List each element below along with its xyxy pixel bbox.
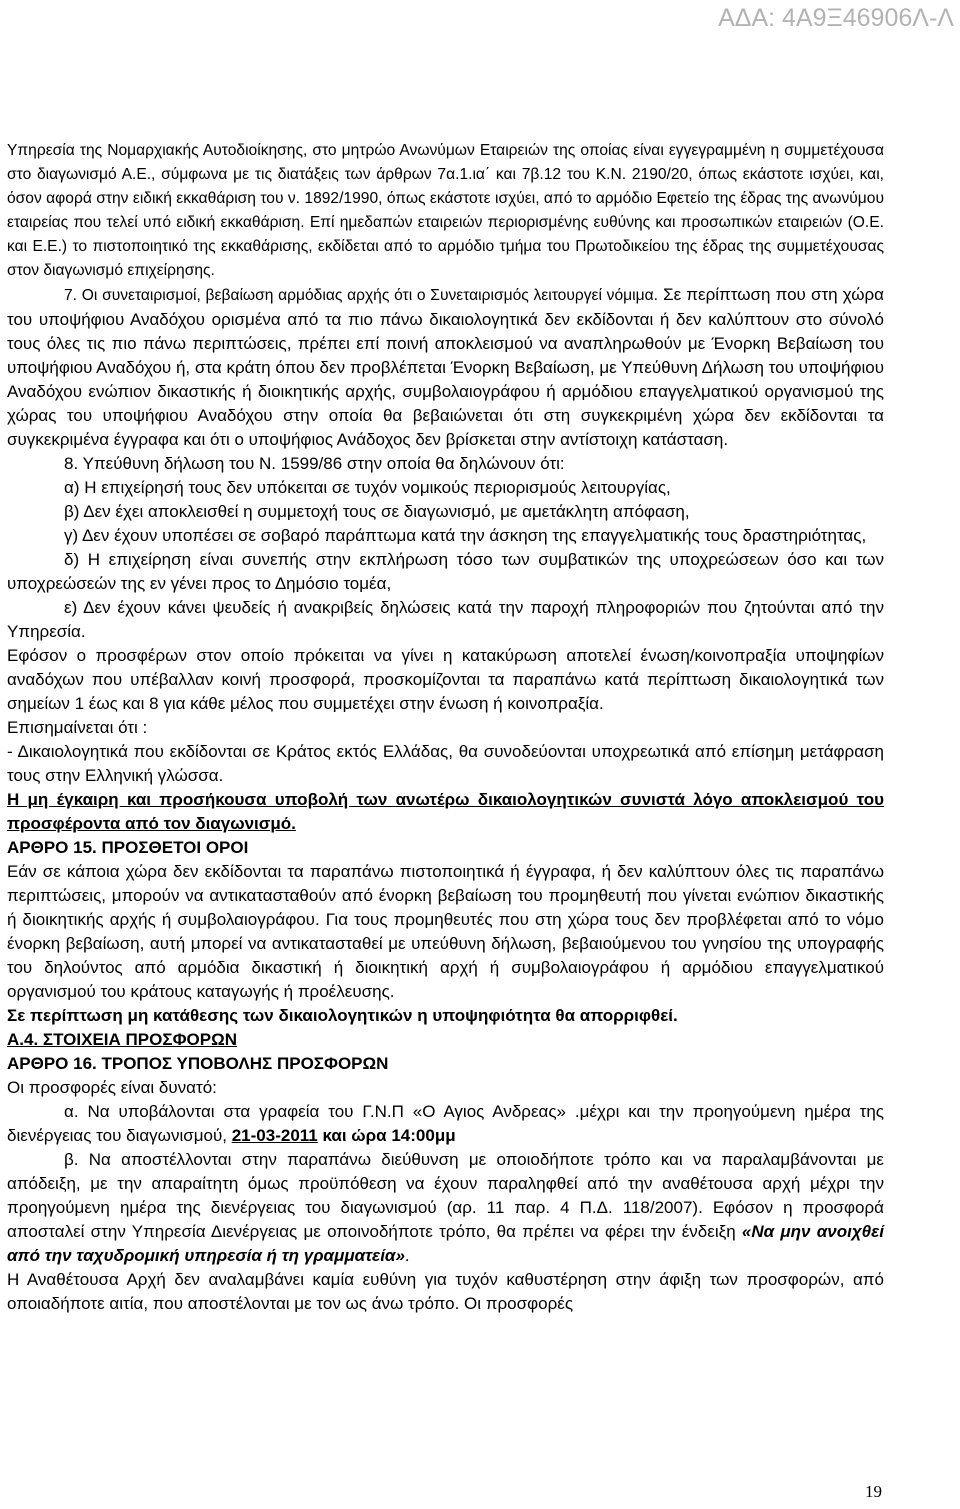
article-15-warning: Σε περίπτωση μη κατάθεσης των δικαιολογητικών η υποψηφιότητα θα απορριφθεί. (7, 1006, 678, 1025)
item-8-d: δ) Η επιχείρηση είναι συνεπής στην εκπλήρωση τόσο των συμβατικών της υποχρεώσεων όσο και των υποχρεώσεών της εν γένει προς το Δημόσιο τομέα, (7, 550, 884, 593)
article-15-text: Εάν σε κάποια χώρα δεν εκδίδονται τα παραπάνω πιστοποιητικά ή έγγραφα, ή δεν καλύπτουν όλες τις παραπάνω περιπτώσεις, μπορούν να αντικατασταθούν από ένορκη βεβαίωση του προμηθευτή που γίνεται ενώπιον δικαστικής ή διοικητικής αρχής ή συμβολαιογράφου. Για τους προμηθευτές που στη χώρα τους δεν προβλέφεται από το νόμο ένορκη βεβαίωση, αυτή μπορεί να αντικατασταθεί με υπεύθυνη δήλωση, βεβαιούμενου του γνησίου της υπογραφής του δηλούντος από αρμόδια δικαστική ή διοικητική αρχή ή συμβολαιογράφου ή αρμόδιου επαγγελματικού οργανισμού του κράτους καταγωγής ή προέλευσης. (7, 862, 884, 1001)
item-7-paragraph (7, 283, 884, 452)
article-16-final: Η Αναθέτουσα Αρχή δεν αναλαμβάνει καμία ευθύνη για τυχόν καθυστέρηση στην άφιξη των προσφορών, από οποιαδήποτε αιτία, που αποστέλονται με τον ως άνω τρόπο. Οι προσφορές (7, 1270, 884, 1313)
article-15-title: ΑΡΘΡΟ 15. ΠΡΟΣΘΕΤΟΙ ΟΡΟΙ (7, 838, 249, 857)
section-a4-title: Α.4. ΣΤΟΙΧΕΙΑ ΠΡΟΣΦΟΡΩΝ (7, 1030, 237, 1049)
item-8-c: γ) Δεν έχουν υποπέσει σε σοβαρό παράπτωμα κατά την άσκηση της επαγγελματικής τους δραστηριότητας, (64, 526, 867, 545)
exclusion-warning: Η μη έγκαιρη και προσήκουσα υποβολή των ανωτέρω δικαιολογητικών συνιστά λόγο αποκλεισμού του προσφέροντα από τον διαγωνισμό. (7, 790, 884, 833)
item-7-start: 7. Οι συνεταιρισμοί, βεβαίωση αρμόδιας αρχής ότι ο Συνεταιρισμός λειτουργεί νόμιμα. (64, 287, 658, 304)
article-16-b (7, 1148, 884, 1268)
article-16-b-quote: «Να μην ανοιχθεί από την ταχυδρομική υπηρεσία ή τη γραμματεία» (7, 1222, 884, 1265)
item-8-heading: 8. Υπεύθυνη δήλωση του Ν. 1599/86 στην οποία θα δηλώνουν ότι: (64, 454, 565, 473)
ada-watermark: ΑΔΑ: 4Α9Ξ46906Λ-Λ (718, 4, 954, 32)
item-8-a: α) Η επιχείρησή τους δεν υπόκειται σε τυχόν νομικούς περιορισμούς λειτουργίας, (64, 478, 671, 497)
article-16-b-end: . (404, 1246, 410, 1265)
article-16-a-text: α. Να υποβάλονται στα γραφεία του Γ.Ν.Π «Ο Αγιος Ανδρεας» .μέχρι και την προηγούμενη ημέρα της διενέργειας του διαγωνισμού, (7, 1102, 884, 1145)
note-text: - Δικαιολογητικά που εκδίδονται σε Κράτος εκτός Ελλάδας, θα συνοδεύονται υποχρεωτικά από επίσημη μετάφραση τους στην Ελληνική γλώσσα. (7, 742, 884, 785)
note-heading: Επισημαίνεται ότι : (7, 718, 148, 737)
article-16-a-time: και ώρα 14:00μμ (317, 1126, 456, 1145)
intro-paragraph: Υπηρεσία της Νομαρχιακής Αυτοδιοίκησης, στο μητρώο Ανωνύμων Εταιρειών της οποίας είναι εγγεγραμμένη η συμμετέχουσα στο διαγωνισμό Α.Ε., σύμφωνα με τις διατάξεις των άρθρων 7α.1.ια΄ και 7β.12 του Κ.Ν. 2190/20, όπως εκάστοτε ισχύει, και, όσον αφορά στην ειδική εκκαθάριση του ν. 1892/1990, όπως εκάστοτε ισχύει, από το αρμόδιο Εφετείο της έδρας της ανωνύμου εταιρείας που τελεί υπό ειδική εκκαθάριση. Επί ημεδαπών εταιρειών περιορισμένης ευθύνης και προσωπικών εταιρειών (Ο.Ε. και Ε.Ε.) το πιστοποιητικό της εκκαθάρισης, εκδίδεται από το αρμόδιο τμήμα του Πρωτοδικείου της έδρας της συμμετέχουσας στον διαγωνισμό επιχείρησης. (7, 142, 884, 279)
page-number: 19 (865, 1482, 882, 1501)
article-16-b-text: β. Να αποστέλλονται στην παραπάνω διεύθυνση με οποιοδήποτε τρόπο και να παραλαμβάνονται με απόδειξη, με την απαραίτητη όμως προϋπόθεση να έχουν παραληφθεί από την αναθέτουσα αρχή μέχρι την προηγούμενη ημέρα της διενέργειας του διαγωνισμού (αρ. 11 παρ. 4 Π.Δ. 118/2007). Εφόσον η προσφορά αποσταλεί στην Υπηρεσία Διενέργειας με οποινοδήποτε τρόπο, θα πρέπει να φέρει την ένδειξη (7, 1150, 884, 1241)
item-7-rest: Σε περίπτωση που στη χώρα του υποψήφιου Αναδόχου ορισμένα από τα πιο πάνω δικαιολογητικά δεν εκδίδονται ή δεν καλύπτουν στο σύνολό τους όλες τις πιο πάνω περιπτώσεις, πρέπει επί ποινή αποκλεισμού να αναπληρωθούν με Ένορκη Βεβαίωση του υποψήφιου Αναδόχου ή, στα κράτη όπου δεν προβλέπεται Ένορκη Βεβαίωση, με Υπεύθυνη Δήλωση του υποψήφιου Αναδόχου ενώπιον δικαστικής ή διοικητικής αρχής, συμβολαιογράφου ή αρμόδιου επαγγελματικού οργανισμού της χώρας του υποψήφιου Αναδόχου στην οποία θα βεβαιώνεται ότι στη συγκεκριμένη χώρα δεν εκδίδονται τα συγκεκριμένα έγγραφα και ότι ο υποψήφιος Ανάδοχος δεν βρίσκεται στην αντίστοιχη κατάσταση. (7, 285, 884, 449)
union-paragraph: Εφόσον ο προσφέρων στον οποίο πρόκειται να γίνει η κατακύρωση αποτελεί ένωση/κοινοπραξία υποψηφίων αναδόχων που υπέβαλλαν κοινή προσφορά, προσκομίζονται τα παραπάνω κατά περίπτωση δικαιολογητικά των σημείων 1 έως και 8 για κάθε μέλος που συμμετέχει στην ένωση ή κοινοπραξία. (7, 646, 884, 713)
article-16-a-date: 21-03-2011 (231, 1126, 318, 1145)
document-body (7, 139, 884, 1316)
article-16-a (7, 1100, 884, 1148)
item-8-b: β) Δεν έχει αποκλεισθεί η συμμετοχή τους σε διαγωνισμό, με αμετάκλητη απόφαση, (64, 502, 690, 521)
article-16-intro: Οι προσφορές είναι δυνατό: (7, 1078, 217, 1097)
item-8-e: ε) Δεν έχουν κάνει ψευδείς ή ανακριβείς δηλώσεις κατά την παροχή πληροφοριών που ζητούνται από την Υπηρεσία. (7, 598, 884, 641)
article-16-title: ΑΡΘΡΟ 16. ΤΡΟΠΟΣ ΥΠΟΒΟΛΗΣ ΠΡΟΣΦΟΡΩΝ (7, 1054, 389, 1073)
